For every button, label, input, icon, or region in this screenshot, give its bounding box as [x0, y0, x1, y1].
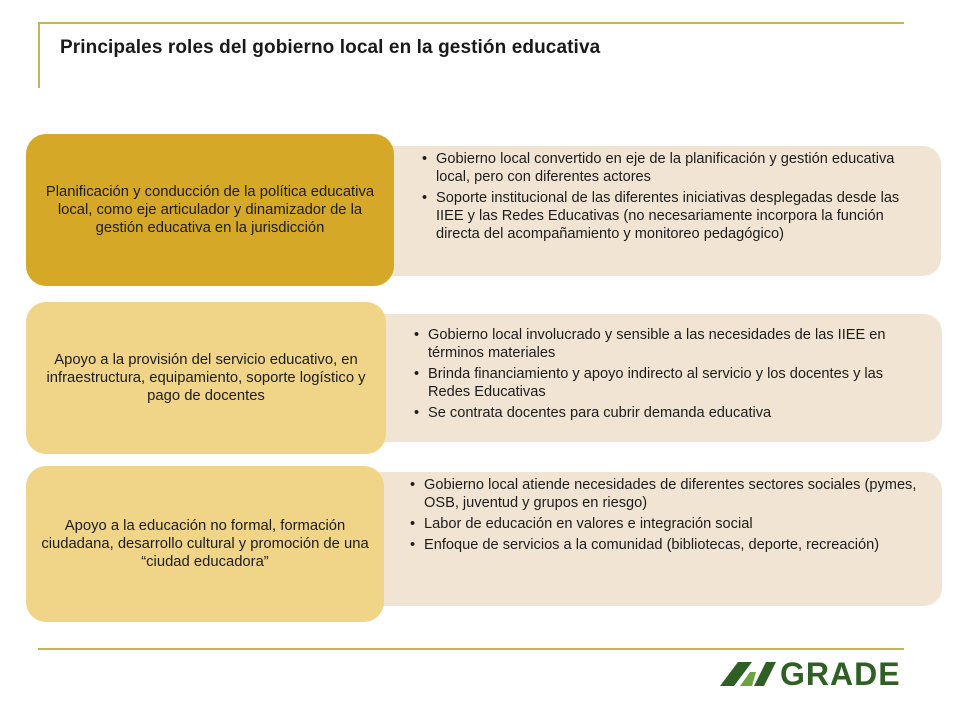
row-3-bullet-1: • Gobierno local atiende necesidades de diferentes sectores sociales (pymes, OSB, juventud y grupos en riesgo)	[410, 476, 928, 512]
row-1-bullet-1: • Gobierno local convertido en eje de la planificación y gestión educativa local, pero con diferentes actores	[422, 150, 927, 186]
grade-logo-text: GRADE	[780, 656, 901, 692]
row-1-heading: Planificación y conducción de la política educativa local, como eje articulador y dinamizador de la gestión educativa en la jurisdicción	[45, 184, 375, 236]
grade-logo	[716, 656, 900, 692]
row-2-heading-box	[26, 302, 386, 454]
row-1-panel	[388, 146, 941, 276]
row-2-bullet-list	[380, 314, 942, 422]
row-2-heading: Apoyo a la provisión del servicio educativo, en infraestructura, equipamiento, soporte logístico y pago de docentes	[46, 352, 366, 404]
row-2-bullet-3: • Se contrata docentes para cubrir demanda educativa	[414, 404, 928, 422]
row-3-heading: Apoyo a la educación no formal, formación ciudadana, desarrollo cultural y promoción de una “ciudad educadora”	[41, 518, 369, 570]
row-3-panel	[376, 472, 942, 606]
row-1-bullet-2: • Soporte institucional de las diferentes iniciativas desplegadas desde las IIEE y las Redes Educativas (no necesariamente incorpora la función directa del acompañamiento y monitoreo pedagógico)	[422, 189, 927, 243]
row-3-heading-box	[26, 466, 384, 622]
row-2-panel	[380, 314, 942, 442]
frame-left-line	[38, 22, 40, 88]
frame-bottom-line	[38, 648, 904, 650]
row-1-heading-box	[26, 134, 394, 286]
row-1-bullet-list	[388, 146, 941, 243]
row-3-bullet-list	[376, 472, 942, 554]
row-2-bullet-1: • Gobierno local involucrado y sensible a las necesidades de las IIEE en términos materiales	[414, 326, 928, 362]
row-3-bullet-2: • Labor de educación en valores e integración social	[410, 515, 928, 533]
grade-logo-mark-icon	[716, 656, 780, 692]
row-2-bullet-2: • Brinda financiamiento y apoyo indirecto al servicio y los docentes y las Redes Educativas	[414, 365, 928, 401]
logo-stripe-mid	[754, 662, 776, 686]
frame-top-line	[38, 22, 904, 24]
row-3-bullet-3: • Enfoque de servicios a la comunidad (bibliotecas, deporte, recreación)	[410, 536, 928, 554]
page-title: Principales roles del gobierno local en la gestión educativa	[60, 37, 601, 58]
